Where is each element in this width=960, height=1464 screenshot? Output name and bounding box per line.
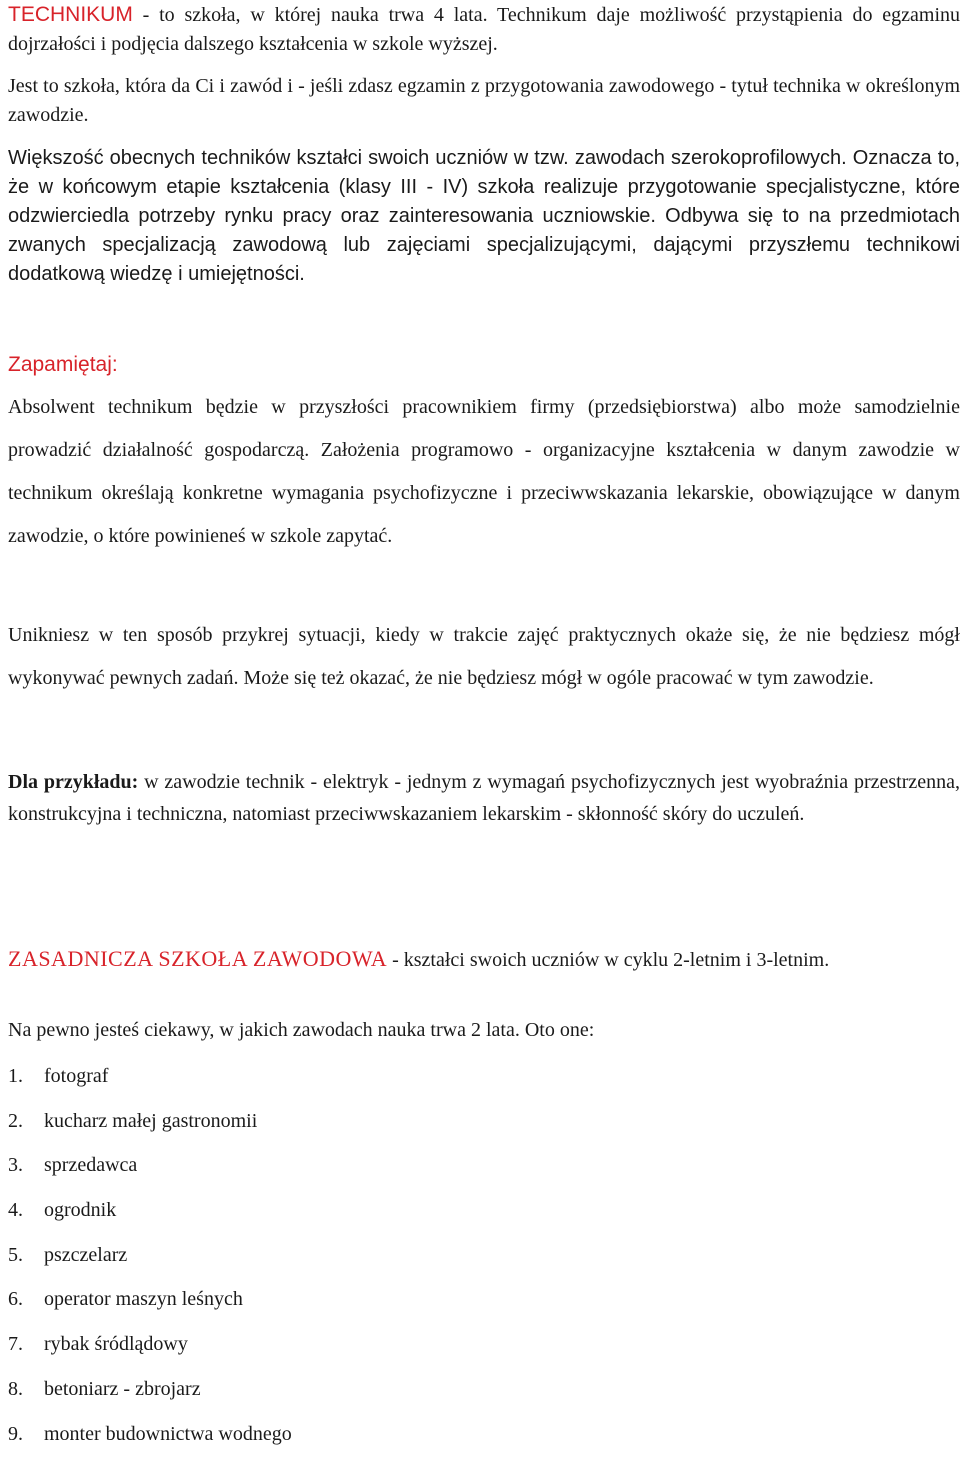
list-item-label: betoniarz - zbrojarz <box>44 1378 201 1400</box>
list-item <box>8 1375 292 1420</box>
list-item-number: 9. <box>8 1420 44 1449</box>
zsz-intro-text: - kształci swoich uczniów w cyklu 2-letnim i 3-letnim. <box>387 949 829 971</box>
technikum-intro-paragraph <box>8 0 960 59</box>
list-item <box>8 1330 292 1375</box>
list-item-label: kucharz małej gastronomii <box>44 1110 257 1132</box>
zsz-title: ZASADNICZA SZKOŁA ZAWODOWA <box>8 946 387 971</box>
professions-list <box>8 1062 292 1464</box>
example-paragraph <box>8 766 960 830</box>
example-text: w zawodzie technik - elektryk - jednym z wymagań psychofizycznych jest wyobraźnia przestrzenna, konstrukcyjna i techniczna, natomiast przeciwwskazaniem lekarskim - skłonność skóry do uczuleń. <box>8 771 960 825</box>
list-item-label: monter budownictwa wodnego <box>44 1423 292 1445</box>
technikum-paragraph-2: Jest to szkoła, która da Ci i zawód i - jeśli zdasz egzamin z przygotowania zawodowego - tytuł technika w określonym zawodzie. <box>8 72 960 130</box>
list-item-label: fotograf <box>44 1065 108 1087</box>
zsz-question: Na pewno jesteś ciekawy, w jakich zawodach nauka trwa 2 lata. Oto one: <box>8 1016 960 1045</box>
list-item-label: operator maszyn leśnych <box>44 1288 243 1310</box>
technikum-intro-text: - to szkoła, w której nauka trwa 4 lata. Technikum daje możliwość przystąpienia do egzaminu dojrzałości i podjęcia dalszego kształcenia w szkole wyższej. <box>8 4 960 55</box>
list-item <box>8 1420 292 1464</box>
zapamietaj-paragraph-1: Absolwent technikum będzie w przyszłości pracownikiem firmy (przedsiębiorstwa) albo może samodzielnie prowadzić działalność gospodarczą. Założenia programowo - organizacyjne kształcenia w danym zawodzie w technikum określają konkretne wymagania psychofizyczne i przeciwwskazania lekarskie, obowiązujące w danym zawodzie, o które powinieneś w szkole zapytać. <box>8 386 960 558</box>
list-item-number: 5. <box>8 1241 44 1270</box>
list-item-number: 4. <box>8 1196 44 1225</box>
zsz-intro-paragraph <box>8 944 960 975</box>
technikum-title: TECHNIKUM <box>8 3 133 26</box>
list-item-number: 2. <box>8 1107 44 1136</box>
list-item-number: 6. <box>8 1285 44 1314</box>
list-item <box>8 1151 292 1196</box>
list-item-label: pszczelarz <box>44 1244 127 1266</box>
list-item <box>8 1241 292 1286</box>
list-item-number: 7. <box>8 1330 44 1359</box>
list-item <box>8 1196 292 1241</box>
list-item-label: rybak śródlądowy <box>44 1333 188 1355</box>
list-item <box>8 1062 292 1107</box>
list-item-number: 3. <box>8 1151 44 1180</box>
list-item <box>8 1285 292 1330</box>
list-item-label: ogrodnik <box>44 1199 116 1221</box>
example-label: Dla przykładu: <box>8 771 138 793</box>
list-item-label: sprzedawca <box>44 1154 137 1176</box>
list-item-number: 8. <box>8 1375 44 1404</box>
technikum-paragraph-3: Większość obecnych techników kształci swoich uczniów w tzw. zawodach szerokoprofilowych. Oznacza to, że w końcowym etapie kształcenia (klasy III - IV) szkoła realizuje przygotowanie specjalistyczne, które odzwierciedla potrzeby rynku pracy oraz zainteresowania uczniowskie. Odbywa się to na przedmiotach zwanych specjalizacją zawodową lub zajęciami specjalizującymi, dającymi przyszłemu technikowi dodatkową wiedzę i umiejętności. <box>8 144 960 289</box>
list-item-number: 1. <box>8 1062 44 1091</box>
zapamietaj-heading: Zapamiętaj: <box>8 350 960 379</box>
list-item <box>8 1107 292 1152</box>
zapamietaj-paragraph-2: Unikniesz w ten sposób przykrej sytuacji, kiedy w trakcie zajęć praktycznych okaże się, że nie będziesz mógł wykonywać pewnych zadań. Może się też okazać, że nie będziesz mógł w ogóle pracować w tym zawodzie. <box>8 614 960 700</box>
